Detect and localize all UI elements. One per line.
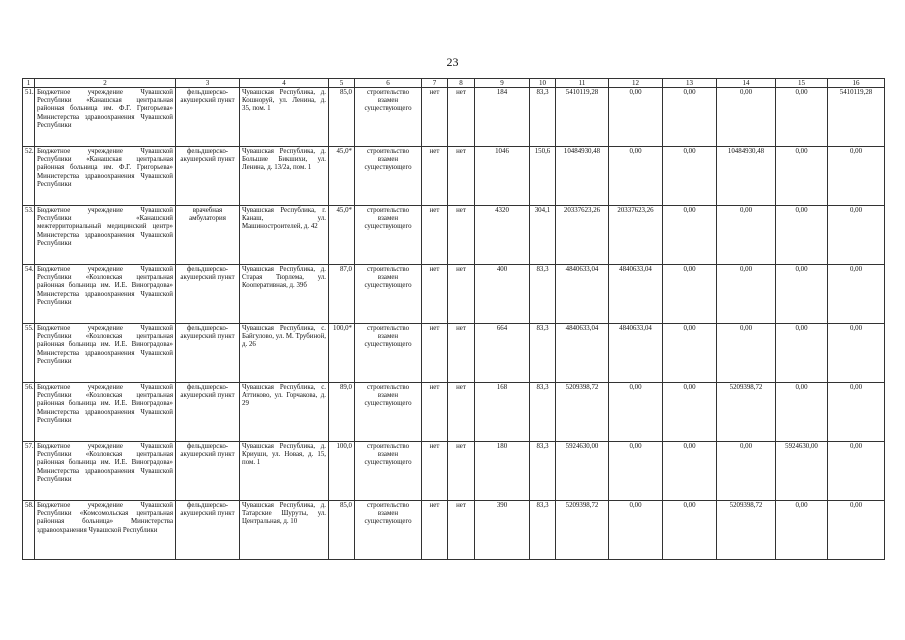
institution-name: Бюджетное учреждение Чувашской Республики «Канашский межтерриториальный медицинский центр» Министерства здравоохранения Чувашской Республики bbox=[35, 206, 176, 265]
facility-type: фельдшерско-акушерский пункт bbox=[176, 442, 240, 501]
col-11-value: 4840633,04 bbox=[556, 324, 609, 383]
facility-address: Чувашская Республика, д. Старая Тюрлема, ул. Кооперативная, д. 39б bbox=[240, 265, 329, 324]
col-16-value: 0,00 bbox=[828, 206, 885, 265]
table-row bbox=[23, 88, 885, 147]
col-9-value: 4320 bbox=[475, 206, 530, 265]
page-number: 23 bbox=[446, 55, 459, 69]
facility-address: Чувашская Республика, г. Канаш, ул. Машиностроителей, д. 42 bbox=[240, 206, 329, 265]
col-15-value: 0,00 bbox=[776, 206, 828, 265]
col-11-value: 5410119,28 bbox=[556, 88, 609, 147]
col-8-value: нет bbox=[448, 442, 475, 501]
col-12-value: 0,00 bbox=[609, 88, 663, 147]
col-16-value: 0,00 bbox=[828, 501, 885, 560]
wear-percent: 100,0* bbox=[329, 324, 355, 383]
col-14-value: 0,00 bbox=[717, 206, 776, 265]
col-15-value: 0,00 bbox=[776, 383, 828, 442]
col-11-value: 5209398,72 bbox=[556, 501, 609, 560]
col-7-value: нет bbox=[422, 324, 448, 383]
col-8-value: нет bbox=[448, 206, 475, 265]
col-header: 12 bbox=[609, 79, 663, 88]
col-header: 6 bbox=[355, 79, 422, 88]
col-9-value: 184 bbox=[475, 88, 530, 147]
facility-address: Чувашская Республика, д. Большие Бикшихи, ул. Ленина, д. 13/2а, пом. 1 bbox=[240, 147, 329, 206]
col-12-value: 0,00 bbox=[609, 147, 663, 206]
col-10-value: 83,3 bbox=[530, 442, 556, 501]
col-7-value: нет bbox=[422, 206, 448, 265]
col-7-value: нет bbox=[422, 265, 448, 324]
col-14-value: 0,00 bbox=[717, 442, 776, 501]
col-15-value: 0,00 bbox=[776, 147, 828, 206]
col-11-value: 20337623,26 bbox=[556, 206, 609, 265]
table-row bbox=[23, 147, 885, 206]
col-14-value: 0,00 bbox=[717, 324, 776, 383]
wear-percent: 100,0 bbox=[329, 442, 355, 501]
row-number: 58. bbox=[23, 501, 35, 560]
col-13-value: 0,00 bbox=[663, 324, 717, 383]
col-8-value: нет bbox=[448, 88, 475, 147]
col-16-value: 0,00 bbox=[828, 324, 885, 383]
row-number: 51. bbox=[23, 88, 35, 147]
col-15-value: 5924630,00 bbox=[776, 442, 828, 501]
col-13-value: 0,00 bbox=[663, 265, 717, 324]
col-8-value: нет bbox=[448, 383, 475, 442]
work-type: строительство взамен существующего bbox=[355, 206, 422, 265]
facility-address: Чувашская Республика, д. Криуши, ул. Новая, д. 15, пом. 1 bbox=[240, 442, 329, 501]
col-header: 8 bbox=[448, 79, 475, 88]
col-header: 9 bbox=[475, 79, 530, 88]
col-header: 1 bbox=[23, 79, 35, 88]
col-16-value: 0,00 bbox=[828, 442, 885, 501]
col-13-value: 0,00 bbox=[663, 147, 717, 206]
work-type: строительство взамен существующего bbox=[355, 88, 422, 147]
col-13-value: 0,00 bbox=[663, 206, 717, 265]
col-16-value: 0,00 bbox=[828, 383, 885, 442]
institution-name: Бюджетное учреждение Чувашской Республики «Козловская центральная районная больница им. И.Е. Виноградова» Министерства здравоохранения Чувашской Республики bbox=[35, 324, 176, 383]
facility-type: фельдшерско-акушерский пункт bbox=[176, 324, 240, 383]
col-header: 11 bbox=[556, 79, 609, 88]
facility-address: Чувашская Республика, с. Байгулово, ул. М. Трубиной, д. 26 bbox=[240, 324, 329, 383]
col-header: 15 bbox=[776, 79, 828, 88]
col-12-value: 0,00 bbox=[609, 383, 663, 442]
facility-type: фельдшерско-акушерский пункт bbox=[176, 147, 240, 206]
work-type: строительство взамен существующего bbox=[355, 442, 422, 501]
col-7-value: нет bbox=[422, 88, 448, 147]
facility-type: врачебная амбулатория bbox=[176, 206, 240, 265]
col-7-value: нет bbox=[422, 383, 448, 442]
col-11-value: 10484930,48 bbox=[556, 147, 609, 206]
col-12-value: 0,00 bbox=[609, 442, 663, 501]
col-header: 7 bbox=[422, 79, 448, 88]
col-9-value: 168 bbox=[475, 383, 530, 442]
institution-name: Бюджетное учреждение Чувашской Республики «Канашская центральная районная больница им. Ф.Г. Григорьева» Министерства здравоохранения Чувашской Республики bbox=[35, 147, 176, 206]
wear-percent: 89,0 bbox=[329, 383, 355, 442]
col-11-value: 5924630,00 bbox=[556, 442, 609, 501]
col-10-value: 83,3 bbox=[530, 265, 556, 324]
col-16-value: 0,00 bbox=[828, 265, 885, 324]
table-row bbox=[23, 501, 885, 560]
col-8-value: нет bbox=[448, 501, 475, 560]
wear-percent: 45,0* bbox=[329, 206, 355, 265]
col-header: 2 bbox=[35, 79, 176, 88]
col-9-value: 390 bbox=[475, 501, 530, 560]
col-15-value: 0,00 bbox=[776, 265, 828, 324]
col-8-value: нет bbox=[448, 324, 475, 383]
col-15-value: 0,00 bbox=[776, 88, 828, 147]
col-7-value: нет bbox=[422, 501, 448, 560]
facility-type: фельдшерско-акушерский пункт bbox=[176, 383, 240, 442]
work-type: строительство взамен существующего bbox=[355, 383, 422, 442]
work-type: строительство взамен существующего bbox=[355, 265, 422, 324]
work-type: строительство взамен существующего bbox=[355, 324, 422, 383]
col-10-value: 83,3 bbox=[530, 501, 556, 560]
col-13-value: 0,00 bbox=[663, 442, 717, 501]
col-header: 13 bbox=[663, 79, 717, 88]
col-14-value: 0,00 bbox=[717, 265, 776, 324]
work-type: строительство взамен существующего bbox=[355, 501, 422, 560]
col-header: 14 bbox=[717, 79, 776, 88]
row-number: 56. bbox=[23, 383, 35, 442]
work-type: строительство взамен существующего bbox=[355, 147, 422, 206]
col-11-value: 5209398,72 bbox=[556, 383, 609, 442]
facilities-table bbox=[22, 78, 885, 560]
col-14-value: 5209398,72 bbox=[717, 501, 776, 560]
wear-percent: 45,0* bbox=[329, 147, 355, 206]
table-row bbox=[23, 324, 885, 383]
col-10-value: 83,3 bbox=[530, 88, 556, 147]
institution-name: Бюджетное учреждение Чувашской Республики «Козловская центральная районная больница им. И.Е. Виноградова» Министерства здравоохранения Чувашской Республики bbox=[35, 265, 176, 324]
col-9-value: 664 bbox=[475, 324, 530, 383]
facility-type: фельдшерско-акушерский пункт bbox=[176, 501, 240, 560]
col-12-value: 0,00 bbox=[609, 501, 663, 560]
col-7-value: нет bbox=[422, 147, 448, 206]
row-number: 55. bbox=[23, 324, 35, 383]
facility-type: фельдшерско-акушерский пункт bbox=[176, 265, 240, 324]
col-10-value: 83,3 bbox=[530, 324, 556, 383]
col-12-value: 4840633,04 bbox=[609, 324, 663, 383]
institution-name: Бюджетное учреждение Чувашской Республики «Канашская центральная районная больница им. Ф.Г. Григорьева» Министерства здравоохранения Чувашской Республики bbox=[35, 88, 176, 147]
col-13-value: 0,00 bbox=[663, 88, 717, 147]
col-header: 3 bbox=[176, 79, 240, 88]
col-10-value: 304,1 bbox=[530, 206, 556, 265]
col-15-value: 0,00 bbox=[776, 324, 828, 383]
col-7-value: нет bbox=[422, 442, 448, 501]
col-11-value: 4840633,04 bbox=[556, 265, 609, 324]
row-number: 53. bbox=[23, 206, 35, 265]
col-header: 5 bbox=[329, 79, 355, 88]
col-12-value: 20337623,26 bbox=[609, 206, 663, 265]
table-row bbox=[23, 442, 885, 501]
row-number: 52. bbox=[23, 147, 35, 206]
col-8-value: нет bbox=[448, 265, 475, 324]
row-number: 54. bbox=[23, 265, 35, 324]
facility-address: Чувашская Республика, д. Кошноруй, ул. Ленина, д. 35, пом. 1 bbox=[240, 88, 329, 147]
facility-address: Чувашская Республика, с. Аттиково, ул. Горчакова, д. 29 bbox=[240, 383, 329, 442]
wear-percent: 85,0 bbox=[329, 88, 355, 147]
facility-address: Чувашская Республика, д. Татарские Шуруты, ул. Центральная, д. 10 bbox=[240, 501, 329, 560]
table-row bbox=[23, 383, 885, 442]
col-13-value: 0,00 bbox=[663, 383, 717, 442]
col-14-value: 10484930,48 bbox=[717, 147, 776, 206]
institution-name: Бюджетное учреждение Чувашской Республики «Комсомольская центральная районная больница» Министерства здравоохранения Чувашской Республики bbox=[35, 501, 176, 560]
col-9-value: 400 bbox=[475, 265, 530, 324]
institution-name: Бюджетное учреждение Чувашской Республики «Козловская центральная районная больница им. И.Е. Виноградова» Министерства здравоохранения Чувашской Республики bbox=[35, 383, 176, 442]
wear-percent: 85,0 bbox=[329, 501, 355, 560]
row-number: 57. bbox=[23, 442, 35, 501]
column-number-row bbox=[23, 79, 885, 88]
wear-percent: 87,0 bbox=[329, 265, 355, 324]
col-12-value: 4840633,04 bbox=[609, 265, 663, 324]
col-9-value: 1046 bbox=[475, 147, 530, 206]
col-header: 10 bbox=[530, 79, 556, 88]
col-16-value: 0,00 bbox=[828, 147, 885, 206]
col-13-value: 0,00 bbox=[663, 501, 717, 560]
col-16-value: 5410119,28 bbox=[828, 88, 885, 147]
facility-type: фельдшерско-акушерский пункт bbox=[176, 88, 240, 147]
institution-name: Бюджетное учреждение Чувашской Республики «Козловская центральная районная больница им. И.Е. Виноградова» Министерства здравоохранения Чувашской Республики bbox=[35, 442, 176, 501]
col-8-value: нет bbox=[448, 147, 475, 206]
col-14-value: 0,00 bbox=[717, 88, 776, 147]
col-9-value: 180 bbox=[475, 442, 530, 501]
col-10-value: 150,6 bbox=[530, 147, 556, 206]
col-header: 4 bbox=[240, 79, 329, 88]
col-header: 16 bbox=[828, 79, 885, 88]
col-15-value: 0,00 bbox=[776, 501, 828, 560]
table-row bbox=[23, 265, 885, 324]
table-row bbox=[23, 206, 885, 265]
col-14-value: 5209398,72 bbox=[717, 383, 776, 442]
col-10-value: 83,3 bbox=[530, 383, 556, 442]
